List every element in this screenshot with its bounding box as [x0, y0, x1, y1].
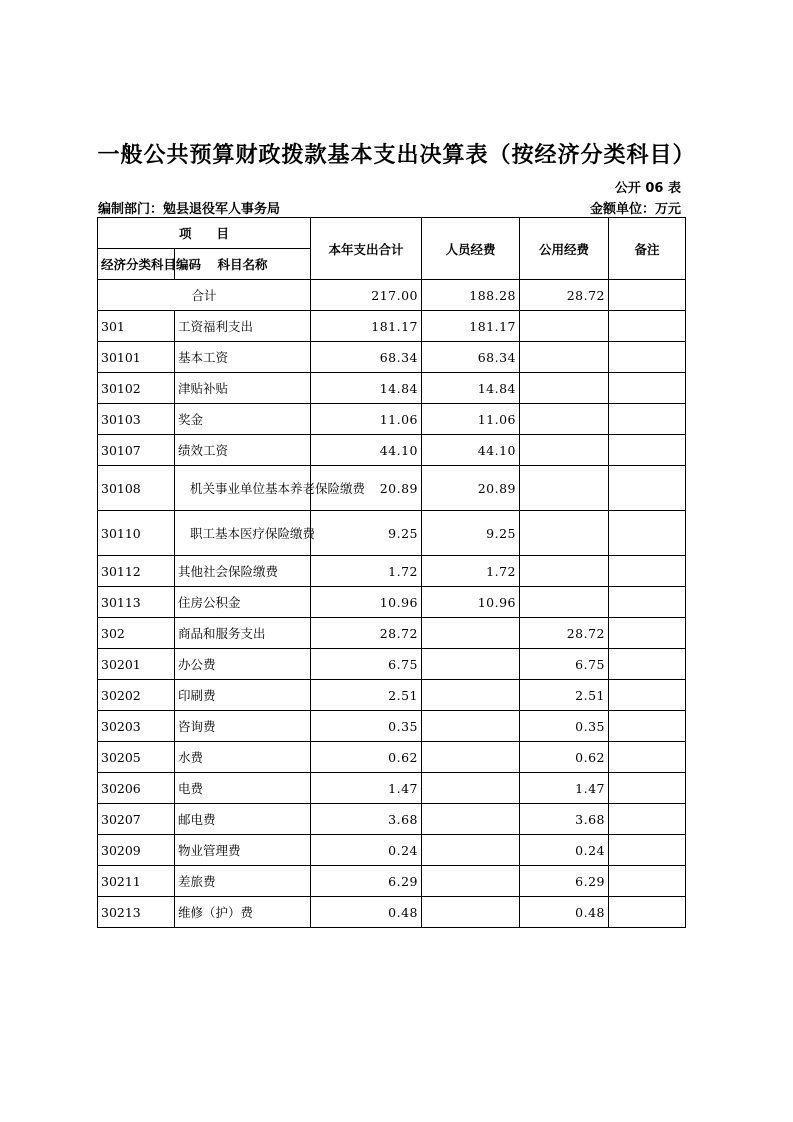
code-cell: 30203 — [98, 711, 175, 742]
table-row — [98, 404, 686, 435]
name-cell: 工资福利支出 — [175, 311, 311, 342]
code-cell: 301 — [98, 311, 175, 342]
note-cell — [609, 711, 686, 742]
code-cell: 30201 — [98, 649, 175, 680]
personnel-cell — [422, 618, 520, 649]
table-row — [98, 742, 686, 773]
name-cell: 维修（护）费 — [175, 897, 311, 928]
personnel-cell — [422, 804, 520, 835]
public-cell: 0.35 — [520, 711, 609, 742]
table-row — [98, 587, 686, 618]
note-cell — [609, 649, 686, 680]
total-cell: 68.34 — [311, 342, 422, 373]
name-cell: 办公费 — [175, 649, 311, 680]
code-cell: 30207 — [98, 804, 175, 835]
table-row — [98, 373, 686, 404]
total-cell: 2.51 — [311, 680, 422, 711]
code-cell: 30112 — [98, 556, 175, 587]
personnel-cell — [422, 742, 520, 773]
note-cell — [609, 404, 686, 435]
note-cell — [609, 804, 686, 835]
personnel-cell: 11.06 — [422, 404, 520, 435]
code-cell: 30113 — [98, 587, 175, 618]
header-code: 经济分类科目编码 — [98, 249, 175, 280]
table-row — [98, 618, 686, 649]
code-cell: 30213 — [98, 897, 175, 928]
code-cell: 30108 — [98, 466, 175, 511]
public-cell — [520, 373, 609, 404]
total-cell: 6.75 — [311, 649, 422, 680]
code-cell: 30107 — [98, 435, 175, 466]
total-cell: 6.29 — [311, 866, 422, 897]
public-cell — [520, 466, 609, 511]
public-cell — [520, 404, 609, 435]
name-cell: 津贴补贴 — [175, 373, 311, 404]
public-cell: 28.72 — [520, 618, 609, 649]
public-cell — [520, 342, 609, 373]
table-row — [98, 556, 686, 587]
public-cell: 0.62 — [520, 742, 609, 773]
total-cell: 0.24 — [311, 835, 422, 866]
public-cell — [520, 556, 609, 587]
total-cell: 9.25 — [311, 511, 422, 556]
name-cell: 物业管理费 — [175, 835, 311, 866]
personnel-cell: 1.72 — [422, 556, 520, 587]
header-note: 备注 — [609, 218, 686, 280]
note-cell — [609, 618, 686, 649]
code-cell: 30110 — [98, 511, 175, 556]
total-cell: 44.10 — [311, 435, 422, 466]
name-cell: 奖金 — [175, 404, 311, 435]
table-row — [98, 804, 686, 835]
name-cell: 职工基本医疗保险缴费 — [175, 511, 311, 556]
public-cell: 28.72 — [520, 280, 609, 311]
table-row — [98, 649, 686, 680]
public-cell: 3.68 — [520, 804, 609, 835]
name-cell: 咨询费 — [175, 711, 311, 742]
note-cell — [609, 511, 686, 556]
amount-unit: 金额单位：万元 — [589, 202, 681, 217]
total-cell: 20.89 — [311, 466, 422, 511]
personnel-cell: 68.34 — [422, 342, 520, 373]
public-cell: 2.51 — [520, 680, 609, 711]
name-cell: 基本工资 — [175, 342, 311, 373]
total-cell: 0.35 — [311, 711, 422, 742]
code-cell: 30206 — [98, 773, 175, 804]
name-cell: 住房公积金 — [175, 587, 311, 618]
name-cell: 其他社会保险缴费 — [175, 556, 311, 587]
header-name: 科目名称 — [175, 249, 311, 280]
header-personnel: 人员经费 — [422, 218, 520, 280]
total-cell: 11.06 — [311, 404, 422, 435]
personnel-cell: 9.25 — [422, 511, 520, 556]
table-row — [98, 680, 686, 711]
public-cell — [520, 511, 609, 556]
note-cell — [609, 466, 686, 511]
personnel-cell — [422, 866, 520, 897]
name-cell: 绩效工资 — [175, 435, 311, 466]
personnel-cell — [422, 897, 520, 928]
total-cell: 10.96 — [311, 587, 422, 618]
total-cell: 1.47 — [311, 773, 422, 804]
public-cell: 6.75 — [520, 649, 609, 680]
name-cell: 邮电费 — [175, 804, 311, 835]
code-cell: 30211 — [98, 866, 175, 897]
total-cell: 1.72 — [311, 556, 422, 587]
note-cell — [609, 280, 686, 311]
total-label: 合计 — [98, 280, 311, 311]
table-row — [98, 835, 686, 866]
public-cell — [520, 435, 609, 466]
table-row — [98, 773, 686, 804]
note-cell — [609, 897, 686, 928]
note-cell — [609, 311, 686, 342]
code-cell: 30202 — [98, 680, 175, 711]
code-cell: 30101 — [98, 342, 175, 373]
personnel-cell — [422, 711, 520, 742]
table-row — [98, 466, 686, 511]
personnel-cell — [422, 773, 520, 804]
form-number: 公开 06 表 — [614, 181, 681, 196]
total-cell: 0.62 — [311, 742, 422, 773]
personnel-cell: 181.17 — [422, 311, 520, 342]
table-row — [98, 342, 686, 373]
name-cell: 水费 — [175, 742, 311, 773]
table-row — [98, 311, 686, 342]
note-cell — [609, 835, 686, 866]
header-public: 公用经费 — [520, 218, 609, 280]
public-cell: 0.24 — [520, 835, 609, 866]
note-cell — [609, 556, 686, 587]
page-title: 一般公共预算财政拨款基本支出决算表（按经济分类科目） — [97, 143, 696, 168]
note-cell — [609, 587, 686, 618]
total-cell: 0.48 — [311, 897, 422, 928]
note-cell — [609, 680, 686, 711]
personnel-cell — [422, 680, 520, 711]
total-cell: 217.00 — [311, 280, 422, 311]
code-cell: 30209 — [98, 835, 175, 866]
personnel-cell: 188.28 — [422, 280, 520, 311]
table-row — [98, 435, 686, 466]
code-cell: 30102 — [98, 373, 175, 404]
personnel-cell: 14.84 — [422, 373, 520, 404]
personnel-cell — [422, 649, 520, 680]
header-total: 本年支出合计 — [311, 218, 422, 280]
personnel-cell: 20.89 — [422, 466, 520, 511]
total-cell: 28.72 — [311, 618, 422, 649]
code-cell: 30205 — [98, 742, 175, 773]
note-cell — [609, 773, 686, 804]
total-cell: 3.68 — [311, 804, 422, 835]
table-row — [98, 511, 686, 556]
code-cell: 30103 — [98, 404, 175, 435]
total-cell: 14.84 — [311, 373, 422, 404]
table-row — [98, 897, 686, 928]
total-cell: 181.17 — [311, 311, 422, 342]
note-cell — [609, 866, 686, 897]
expenditure-table — [97, 217, 686, 928]
compiling-department: 编制部门：勉县退役军人事务局 — [98, 202, 281, 217]
name-cell: 印刷费 — [175, 680, 311, 711]
name-cell: 电费 — [175, 773, 311, 804]
name-cell: 差旅费 — [175, 866, 311, 897]
note-cell — [609, 373, 686, 404]
public-cell: 1.47 — [520, 773, 609, 804]
header-item: 项 目 — [98, 218, 311, 249]
total-row — [98, 280, 686, 311]
note-cell — [609, 435, 686, 466]
name-cell: 商品和服务支出 — [175, 618, 311, 649]
public-cell — [520, 311, 609, 342]
table-row — [98, 711, 686, 742]
personnel-cell — [422, 835, 520, 866]
public-cell: 6.29 — [520, 866, 609, 897]
name-cell: 机关事业单位基本养老保险缴费 — [175, 466, 311, 511]
public-cell — [520, 587, 609, 618]
public-cell: 0.48 — [520, 897, 609, 928]
note-cell — [609, 342, 686, 373]
note-cell — [609, 742, 686, 773]
code-cell: 302 — [98, 618, 175, 649]
table-row — [98, 866, 686, 897]
personnel-cell: 10.96 — [422, 587, 520, 618]
personnel-cell: 44.10 — [422, 435, 520, 466]
